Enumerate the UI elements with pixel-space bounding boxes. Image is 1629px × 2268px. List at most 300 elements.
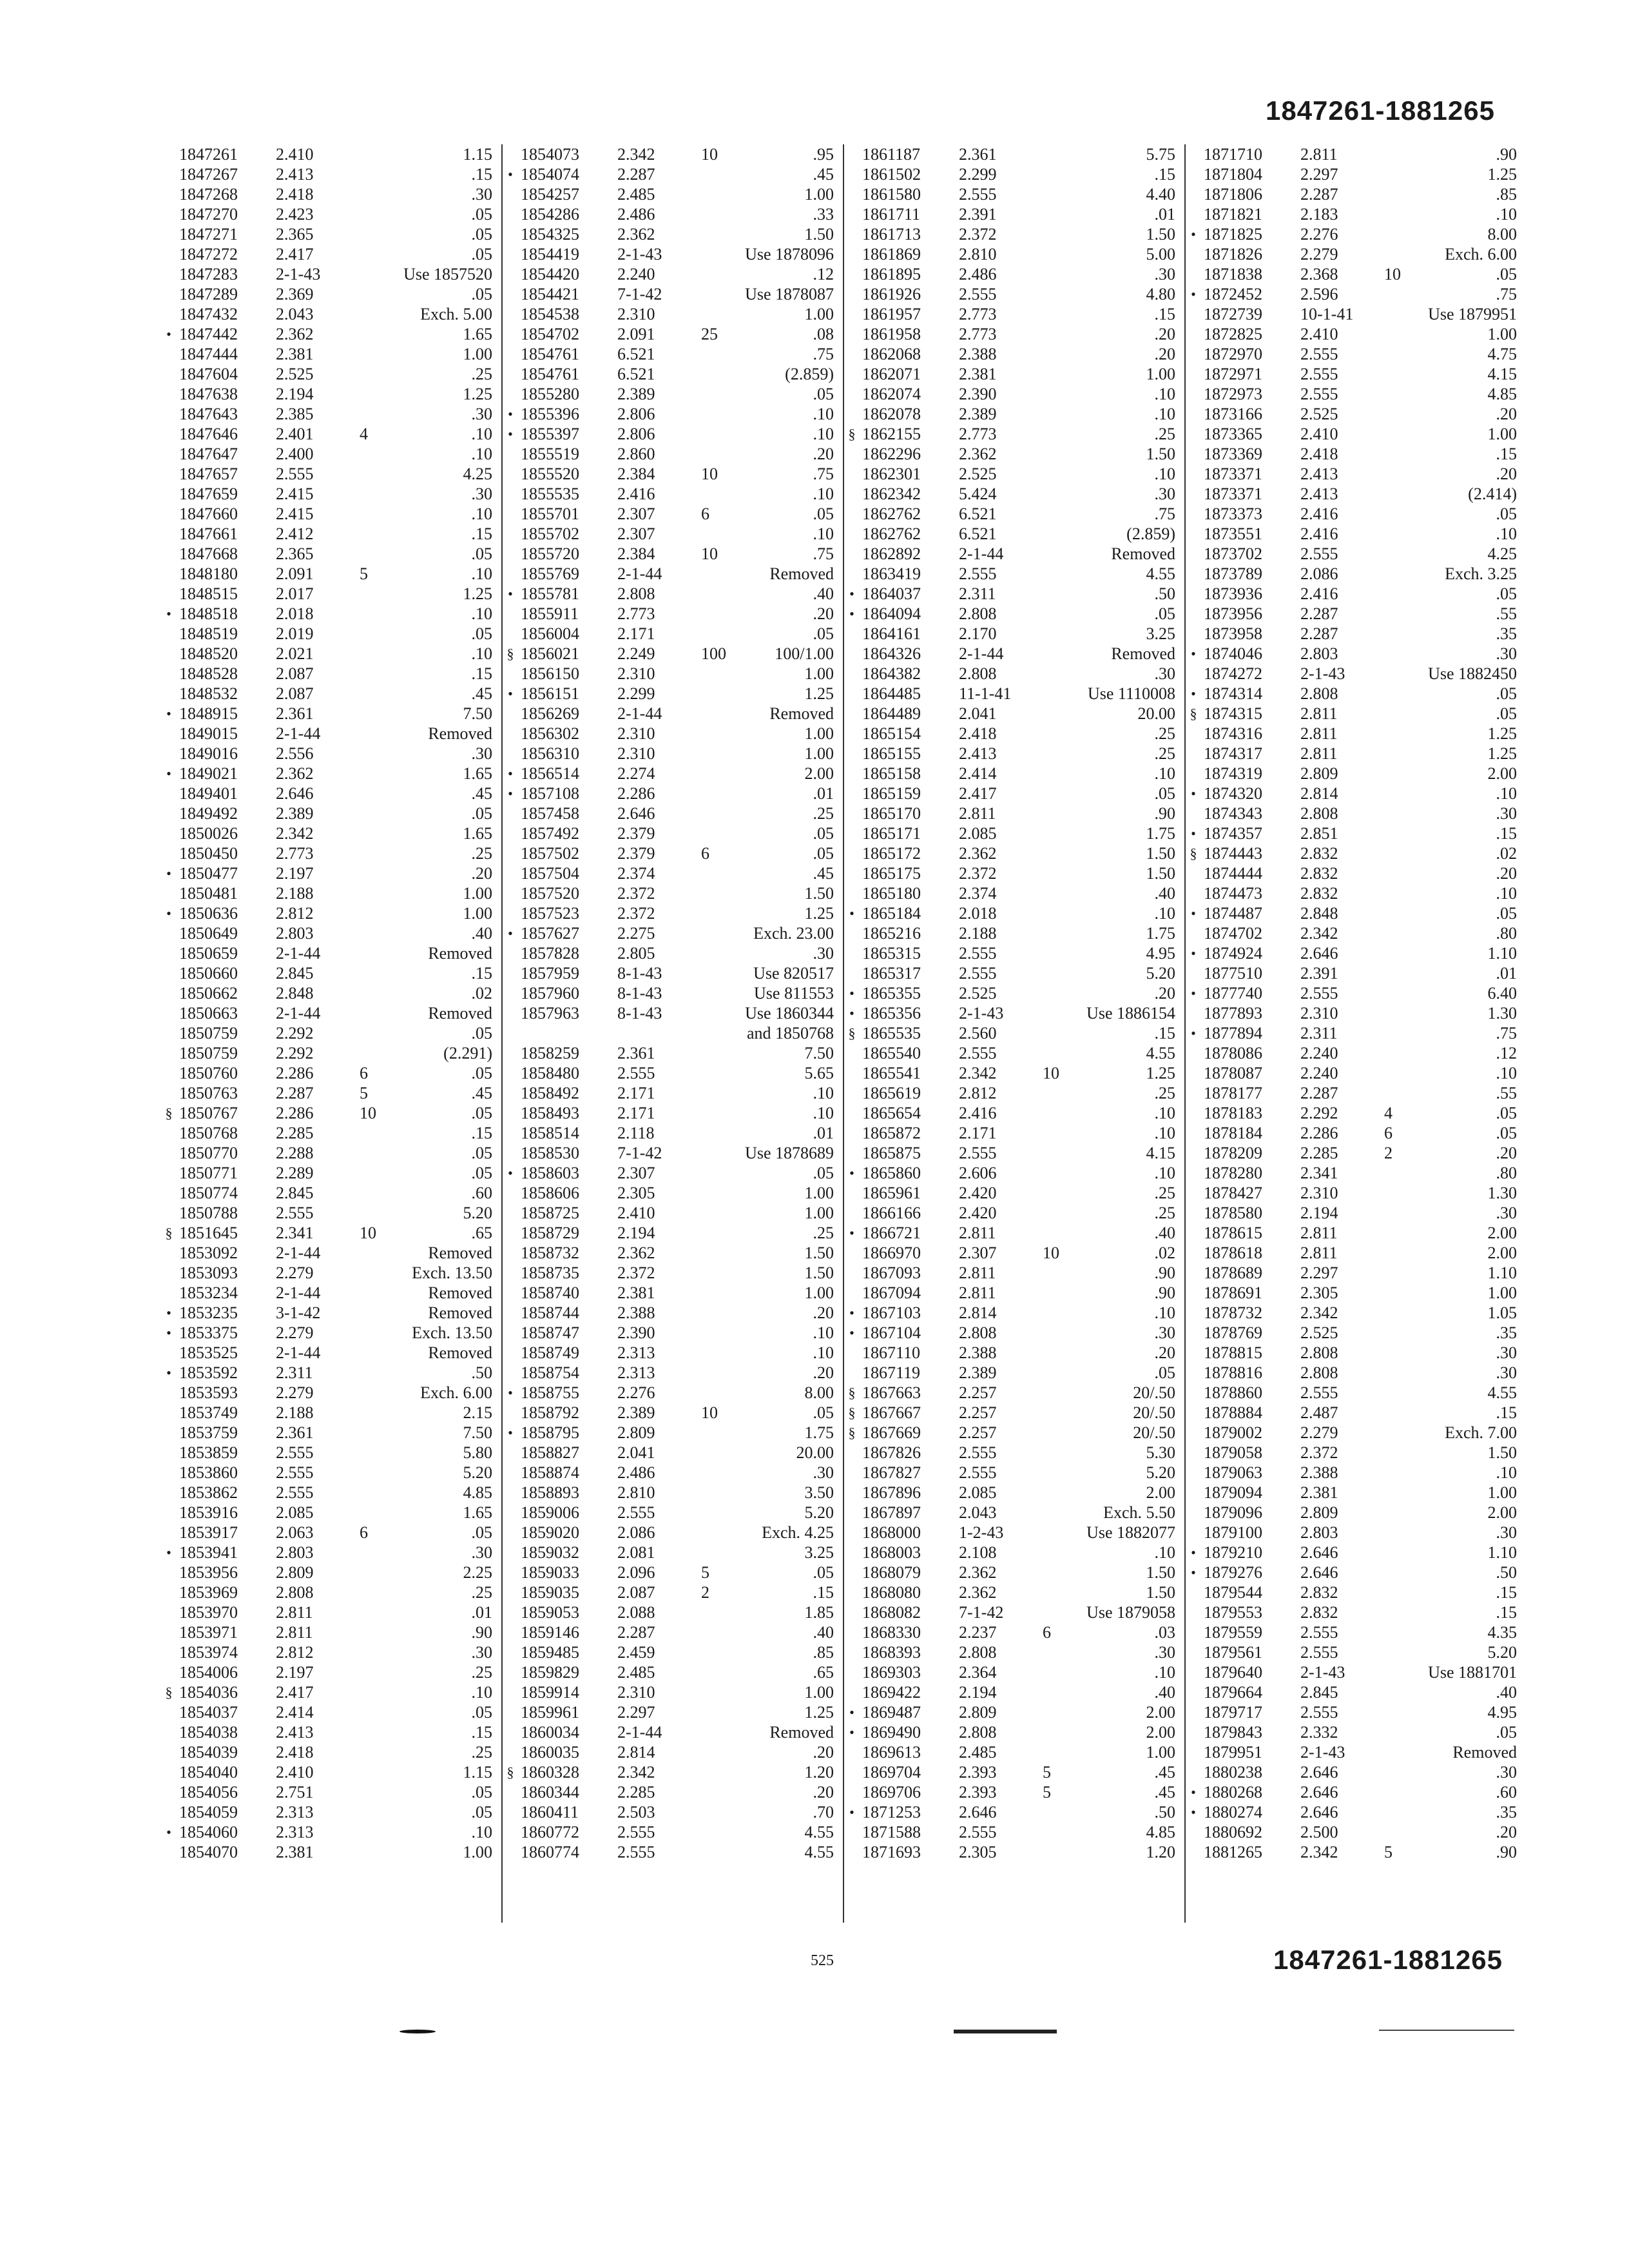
row-price: 2.361 xyxy=(276,704,314,723)
row-rate: 7.50 xyxy=(463,704,492,723)
table-row xyxy=(521,1223,843,1243)
row-rate: 4.55 xyxy=(1146,1044,1175,1062)
row-num: 1880692 xyxy=(1204,1823,1262,1841)
row-rate: Use 1879058 xyxy=(1086,1603,1175,1622)
table-row xyxy=(862,264,1184,284)
row-qty: 10 xyxy=(701,145,718,164)
row-price: 2.043 xyxy=(959,1503,997,1522)
row-num: 1871710 xyxy=(1204,145,1262,164)
row-rate: 20/.50 xyxy=(1133,1383,1175,1402)
row-rate: 1.50 xyxy=(1146,225,1175,244)
row-price: 2.413 xyxy=(1300,465,1338,483)
row-rate: .05 xyxy=(471,1703,492,1722)
row-price: 2.809 xyxy=(276,1563,314,1582)
row-marker: • xyxy=(166,865,171,881)
row-price: 2.390 xyxy=(959,385,997,403)
page-range-header: 1847261-1881265 xyxy=(1265,95,1495,126)
row-price: 2.287 xyxy=(1300,604,1338,623)
row-price: 2.275 xyxy=(617,924,655,943)
row-price: 2.297 xyxy=(617,1703,655,1722)
row-price: 2.832 xyxy=(1300,1583,1338,1602)
row-num: 1872971 xyxy=(1204,365,1262,383)
row-rate: .10 xyxy=(471,505,492,523)
row-price: 2.555 xyxy=(1300,385,1338,403)
row-num: 1877740 xyxy=(1204,984,1262,1003)
row-num: 1867110 xyxy=(862,1343,921,1362)
row-rate: .90 xyxy=(1154,1283,1175,1302)
row-num: 1878183 xyxy=(1204,1104,1262,1122)
table-row xyxy=(179,264,501,284)
row-price: 2.292 xyxy=(276,1024,314,1043)
row-price: 2.361 xyxy=(276,1423,314,1442)
row-rate: .20 xyxy=(1496,465,1517,483)
row-num: 1856310 xyxy=(521,744,579,763)
row-rate: .05 xyxy=(471,1144,492,1162)
row-rate: .05 xyxy=(813,824,834,843)
row-qty: 10 xyxy=(701,1403,718,1422)
table-row xyxy=(862,1762,1184,1782)
row-num: 1865158 xyxy=(862,764,921,783)
table-row xyxy=(179,424,501,444)
table-row xyxy=(521,1822,843,1842)
row-qty: 10 xyxy=(1384,265,1401,284)
table-row xyxy=(179,1463,501,1483)
row-qty: 5 xyxy=(360,564,368,583)
row-rate: .05 xyxy=(471,1024,492,1043)
row-num: 1853971 xyxy=(179,1623,238,1642)
table-row xyxy=(862,164,1184,184)
row-rate: .25 xyxy=(1154,1084,1175,1102)
row-num: 1855720 xyxy=(521,544,579,563)
row-rate: .15 xyxy=(1496,1403,1517,1422)
row-num: 1854059 xyxy=(179,1803,238,1821)
row-num: 1850770 xyxy=(179,1144,238,1162)
row-rate: .20 xyxy=(1496,1823,1517,1841)
row-price: 2.388 xyxy=(959,345,997,363)
row-price: 2.287 xyxy=(617,1623,655,1642)
row-marker: • xyxy=(166,1365,171,1381)
row-rate: 1.30 xyxy=(1487,1004,1517,1023)
row-num: 1860344 xyxy=(521,1783,579,1802)
row-rate: 1.75 xyxy=(804,1423,834,1442)
row-num: 1850660 xyxy=(179,964,238,983)
row-qty: 10 xyxy=(1043,1064,1059,1082)
row-price: 2.803 xyxy=(276,1543,314,1562)
table-row xyxy=(862,624,1184,644)
row-num: 1865355 xyxy=(862,984,921,1003)
row-price: 2.287 xyxy=(1300,624,1338,643)
row-num: 1865540 xyxy=(862,1044,921,1062)
row-num: 1856021 xyxy=(521,644,579,663)
row-num: 1856269 xyxy=(521,704,579,723)
row-price: 2.413 xyxy=(276,1723,314,1742)
row-price: 2.814 xyxy=(959,1303,997,1322)
row-num: 1864326 xyxy=(862,644,921,663)
row-rate: .12 xyxy=(1496,1044,1517,1062)
row-price: 2-1-44 xyxy=(276,1244,321,1262)
table-row xyxy=(521,1842,843,1862)
row-rate: 4.55 xyxy=(1487,1383,1517,1402)
row-rate: Removed xyxy=(428,724,492,743)
row-num: 1873371 xyxy=(1204,465,1262,483)
row-num: 1854006 xyxy=(179,1663,238,1682)
row-num: 1877510 xyxy=(1204,964,1262,983)
table-row xyxy=(862,1183,1184,1203)
row-num: 1865317 xyxy=(862,964,921,983)
row-price: 2.845 xyxy=(1300,1683,1338,1702)
row-rate: Removed xyxy=(428,1283,492,1302)
row-qty: 10 xyxy=(701,465,718,483)
row-rate: .25 xyxy=(1154,1204,1175,1222)
table-row xyxy=(1204,1243,1526,1263)
row-price: 2.374 xyxy=(959,884,997,903)
row-price: 2.415 xyxy=(276,485,314,503)
row-rate: 5.20 xyxy=(1146,1463,1175,1482)
row-price: 2.832 xyxy=(1300,864,1338,883)
row-price: 2.310 xyxy=(1300,1004,1338,1023)
table-row xyxy=(1190,843,1526,863)
row-rate: Use 1878096 xyxy=(745,245,834,264)
row-rate: 7.50 xyxy=(804,1044,834,1062)
row-num: 1878884 xyxy=(1204,1403,1262,1422)
row-rate: 1.00 xyxy=(804,744,834,763)
table-row xyxy=(179,1003,501,1023)
row-rate: .05 xyxy=(813,1563,834,1582)
row-price: 2.381 xyxy=(276,1843,314,1861)
row-rate: .12 xyxy=(813,265,834,284)
table-row xyxy=(849,983,1184,1003)
table-row xyxy=(1204,544,1526,564)
row-num: 1853093 xyxy=(179,1264,238,1282)
row-num: 1858606 xyxy=(521,1184,579,1202)
table-row xyxy=(848,1403,1184,1423)
table-row xyxy=(862,1143,1184,1163)
row-price: 2.646 xyxy=(1300,944,1338,963)
row-rate: Removed xyxy=(428,1343,492,1362)
row-num: 1858492 xyxy=(521,1084,579,1102)
row-num: 1854070 xyxy=(179,1843,238,1861)
row-num: 1868393 xyxy=(862,1643,921,1662)
row-rate: Use 1879951 xyxy=(1428,305,1517,323)
row-rate: 1.05 xyxy=(1487,1303,1517,1322)
table-row xyxy=(508,164,843,184)
table-row xyxy=(521,1503,843,1523)
row-rate: Removed xyxy=(1452,1743,1517,1762)
row-price: 2.194 xyxy=(617,1224,655,1242)
row-price: 2.361 xyxy=(959,145,997,164)
row-rate: .10 xyxy=(1154,385,1175,403)
table-row xyxy=(1204,1123,1526,1143)
table-row xyxy=(862,1463,1184,1483)
row-rate: .25 xyxy=(1154,744,1175,763)
row-num: 1879843 xyxy=(1204,1723,1262,1742)
row-price: 2.384 xyxy=(617,465,655,483)
table-row xyxy=(862,204,1184,224)
row-rate: .05 xyxy=(471,1064,492,1082)
row-qty: 5 xyxy=(360,1084,368,1102)
row-price: 2.188 xyxy=(959,924,997,943)
table-row xyxy=(1191,823,1526,843)
row-price: 2.289 xyxy=(276,1164,314,1182)
row-price: 2.773 xyxy=(959,425,997,443)
row-price: 2.287 xyxy=(1300,185,1338,204)
table-row xyxy=(1204,1323,1526,1343)
table-row xyxy=(862,144,1184,164)
row-num: 1865159 xyxy=(862,784,921,803)
table-row xyxy=(1204,863,1526,883)
row-rate: 1.50 xyxy=(804,884,834,903)
table-row xyxy=(179,1702,501,1722)
table-row xyxy=(862,783,1184,803)
row-price: 2.808 xyxy=(959,1723,997,1742)
row-marker: • xyxy=(1191,1804,1196,1820)
row-price: 2.171 xyxy=(617,1084,655,1102)
table-row xyxy=(849,1303,1184,1323)
table-row xyxy=(862,1822,1184,1842)
row-num: 1847261 xyxy=(179,145,238,164)
table-row xyxy=(862,1542,1184,1562)
row-price: 2.845 xyxy=(276,1184,314,1202)
row-price: 2.832 xyxy=(1300,1603,1338,1622)
table-row xyxy=(508,923,843,943)
table-row xyxy=(166,1363,501,1383)
row-num: 1853974 xyxy=(179,1643,238,1662)
table-row xyxy=(521,1103,843,1123)
table-row xyxy=(862,1083,1184,1103)
table-row xyxy=(1204,144,1526,164)
row-price: 2.389 xyxy=(959,1363,997,1382)
row-rate: 4.95 xyxy=(1487,1703,1517,1722)
table-row xyxy=(1204,304,1526,324)
row-price: 2.555 xyxy=(1300,1643,1338,1662)
row-num: 1860772 xyxy=(521,1823,579,1841)
row-price: 2.288 xyxy=(276,1144,314,1162)
row-price: 2.401 xyxy=(276,425,314,443)
table-row xyxy=(1204,244,1526,264)
row-price: 2.091 xyxy=(617,325,655,343)
row-rate: Removed xyxy=(1111,644,1175,663)
row-rate: .10 xyxy=(471,1823,492,1841)
row-num: 1847444 xyxy=(179,345,238,363)
row-num: 1868003 xyxy=(862,1543,921,1562)
row-num: 1854419 xyxy=(521,245,579,264)
table-row xyxy=(521,324,843,344)
row-num: 1878177 xyxy=(1204,1084,1262,1102)
table-row xyxy=(521,803,843,823)
row-rate: 1.10 xyxy=(1487,1543,1517,1562)
row-price: 2.194 xyxy=(1300,1204,1338,1222)
row-price: 2.811 xyxy=(959,1224,996,1242)
row-num: 1854761 xyxy=(521,365,579,383)
row-price: 2.555 xyxy=(276,1463,314,1482)
row-rate: Removed xyxy=(428,1303,492,1322)
row-num: 1848532 xyxy=(179,684,238,703)
table-row xyxy=(862,524,1184,544)
row-num: 1874473 xyxy=(1204,884,1262,903)
row-num: 1847604 xyxy=(179,365,238,383)
row-rate: .10 xyxy=(1154,405,1175,423)
row-num: 1859020 xyxy=(521,1523,579,1542)
table-row xyxy=(179,1143,501,1163)
table-row xyxy=(1190,704,1526,724)
row-price: 2.285 xyxy=(276,1124,314,1142)
row-rate: 1.25 xyxy=(1487,744,1517,763)
row-marker: • xyxy=(1191,985,1196,1001)
row-num: 1873365 xyxy=(1204,425,1262,443)
row-price: 2.362 xyxy=(959,445,997,463)
row-rate: .05 xyxy=(471,205,492,224)
row-price: 2.085 xyxy=(959,1483,997,1502)
table-row xyxy=(179,164,501,184)
row-num: 1868330 xyxy=(862,1623,921,1642)
row-price: 2.555 xyxy=(276,465,314,483)
row-num: 1848180 xyxy=(179,564,238,583)
row-rate: Use 1110008 xyxy=(1087,684,1175,703)
row-price: 2.418 xyxy=(1300,445,1338,463)
row-rate: .05 xyxy=(471,1104,492,1122)
row-price: 2.417 xyxy=(959,784,997,803)
table-row xyxy=(862,504,1184,524)
row-num: 1861580 xyxy=(862,185,921,204)
row-num: 1866166 xyxy=(862,1204,921,1222)
row-num: 1863419 xyxy=(862,564,921,583)
row-price: 2.414 xyxy=(276,1703,314,1722)
table-row xyxy=(179,1602,501,1622)
table-row xyxy=(1204,1483,1526,1503)
row-marker: • xyxy=(849,1325,854,1341)
row-price: 2.313 xyxy=(617,1343,655,1362)
table-row xyxy=(179,624,501,644)
scan-artifact xyxy=(1379,2030,1514,2031)
row-num: 1881265 xyxy=(1204,1843,1262,1861)
row-rate: .10 xyxy=(471,1683,492,1702)
table-row xyxy=(179,1063,501,1083)
row-num: 1847638 xyxy=(179,385,238,403)
table-row xyxy=(179,1582,501,1602)
row-rate: .20 xyxy=(1154,984,1175,1003)
row-num: 1853941 xyxy=(179,1543,238,1562)
row-price: 2.310 xyxy=(617,664,655,683)
row-price: 2.555 xyxy=(959,285,997,303)
row-price: 2-1-44 xyxy=(276,1283,321,1302)
row-num: 1864382 xyxy=(862,664,921,683)
row-price: 2.814 xyxy=(1300,784,1338,803)
table-row xyxy=(179,484,501,504)
table-row xyxy=(1191,684,1526,704)
row-price: 2.525 xyxy=(959,984,997,1003)
table-row xyxy=(1204,1662,1526,1682)
row-rate: .30 xyxy=(471,485,492,503)
row-marker: • xyxy=(508,785,513,802)
row-num: 1850636 xyxy=(179,904,238,923)
table-row xyxy=(179,524,501,544)
row-price: 2.310 xyxy=(617,305,655,323)
row-num: 1861187 xyxy=(862,145,921,164)
row-marker: § xyxy=(1190,706,1197,722)
row-price: 2.305 xyxy=(617,1184,655,1202)
row-price: 2.362 xyxy=(959,1563,997,1582)
table-row xyxy=(179,584,501,604)
row-rate: 1.00 xyxy=(1487,1483,1517,1502)
table-row xyxy=(1204,744,1526,764)
table-row xyxy=(1204,604,1526,624)
row-num: 1849401 xyxy=(179,784,238,803)
row-price: 2.555 xyxy=(276,1204,314,1222)
row-price: 2.805 xyxy=(617,944,655,963)
row-num: 1850763 xyxy=(179,1084,238,1102)
row-num: 1874046 xyxy=(1204,644,1262,663)
row-rate: .60 xyxy=(1496,1783,1517,1802)
row-rate: 1.75 xyxy=(1146,924,1175,943)
row-num: 1848515 xyxy=(179,584,238,603)
row-price: 2.393 xyxy=(959,1763,997,1782)
table-row xyxy=(521,1582,843,1602)
row-price: 2.556 xyxy=(276,744,314,763)
row-rate: .20 xyxy=(1496,1144,1517,1162)
table-row xyxy=(521,1143,843,1163)
row-num: 1854421 xyxy=(521,285,579,303)
table-row xyxy=(179,1742,501,1762)
row-rate: 8.00 xyxy=(1487,225,1517,244)
table-row xyxy=(1191,783,1526,803)
row-price: 2-1-43 xyxy=(276,265,321,284)
row-num: 1865171 xyxy=(862,824,921,843)
row-num: 1853759 xyxy=(179,1423,238,1442)
row-num: 1864161 xyxy=(862,624,921,643)
row-rate: .05 xyxy=(1496,1124,1517,1142)
row-price: 2.393 xyxy=(959,1783,997,1802)
row-num: 1847268 xyxy=(179,185,238,204)
row-rate: .90 xyxy=(1154,804,1175,823)
row-num: 1874320 xyxy=(1204,784,1262,803)
row-num: 1858729 xyxy=(521,1224,579,1242)
table-row xyxy=(1204,1702,1526,1722)
row-num: 1865541 xyxy=(862,1064,921,1082)
row-price: 2.555 xyxy=(1300,1383,1338,1402)
row-num: 1847442 xyxy=(179,325,238,343)
row-marker: • xyxy=(508,1385,513,1401)
row-rate: .10 xyxy=(813,405,834,423)
row-rate: .30 xyxy=(813,1463,834,1482)
row-price: 2-1-43 xyxy=(959,1004,1004,1023)
row-num: 1869706 xyxy=(862,1783,921,1802)
row-rate: .05 xyxy=(813,505,834,523)
row-price: 2.087 xyxy=(276,684,314,703)
row-rate: .15 xyxy=(1496,824,1517,843)
table-row xyxy=(1204,624,1526,644)
table-row xyxy=(862,224,1184,244)
table-row xyxy=(179,1523,501,1542)
row-price: 2.307 xyxy=(617,524,655,543)
row-price: 2.342 xyxy=(1300,1843,1338,1861)
table-row xyxy=(179,204,501,224)
row-price: 2.751 xyxy=(276,1783,314,1802)
table-row xyxy=(1204,664,1526,684)
row-num: 1879640 xyxy=(1204,1663,1262,1682)
row-rate: .45 xyxy=(1154,1783,1175,1802)
row-rate: .05 xyxy=(471,1164,492,1182)
row-rate: .10 xyxy=(813,425,834,443)
row-num: 1866970 xyxy=(862,1244,921,1262)
row-rate: 1.85 xyxy=(804,1603,834,1622)
row-num: 1853749 xyxy=(179,1403,238,1422)
table-row xyxy=(521,1523,843,1542)
table-row xyxy=(521,624,843,644)
row-rate: 4.25 xyxy=(1487,544,1517,563)
row-num: 1864489 xyxy=(862,704,921,723)
row-price: 2.276 xyxy=(1300,225,1338,244)
row-rate: .10 xyxy=(813,1343,834,1362)
